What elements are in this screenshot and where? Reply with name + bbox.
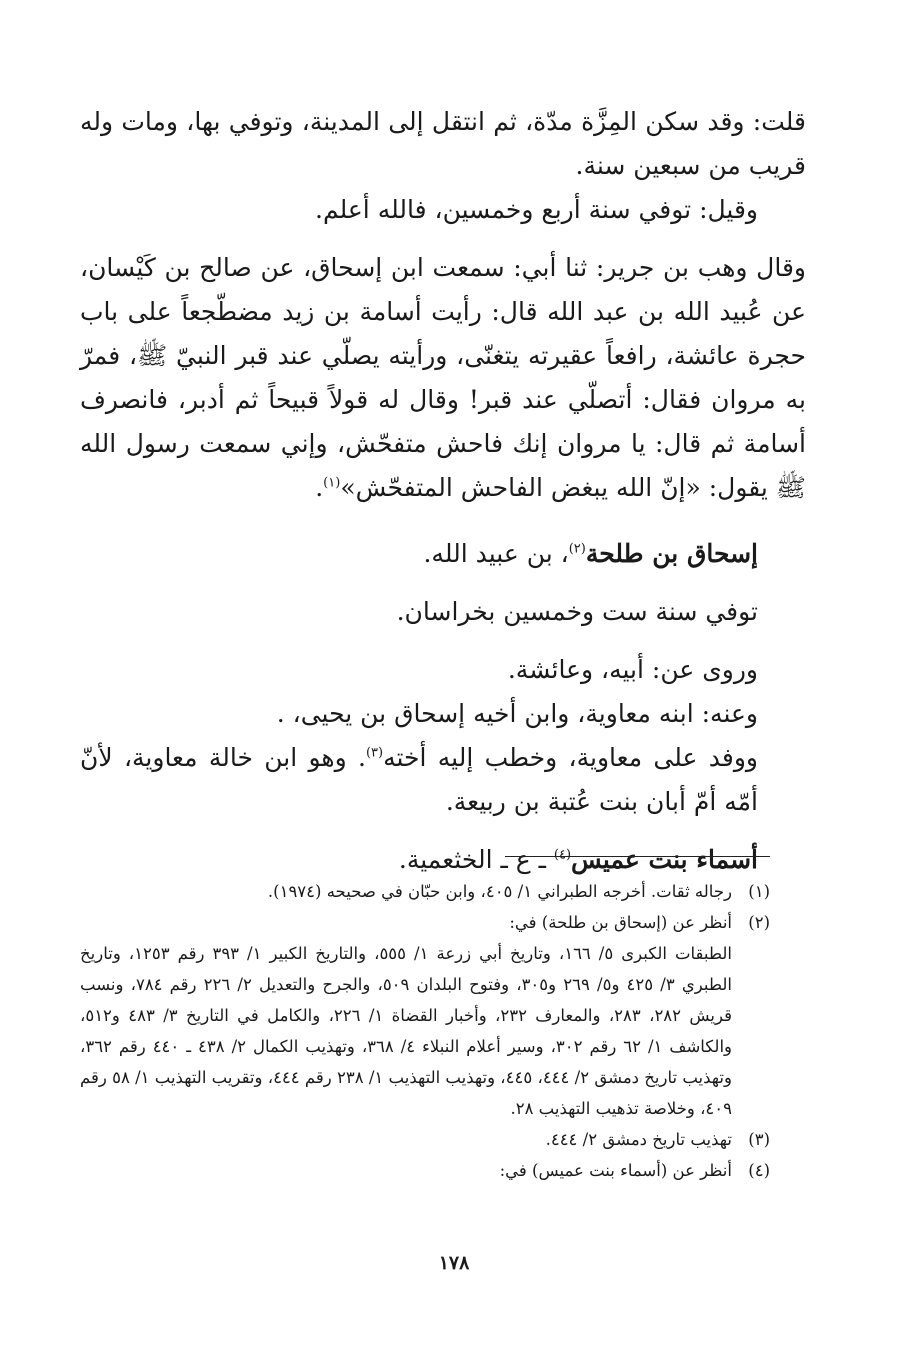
footnote-3-text: تهذيب تاريخ دمشق ٢/ ٤٤٤. bbox=[545, 1130, 732, 1149]
footnote-2 bbox=[80, 907, 770, 938]
paragraph-3 bbox=[80, 246, 806, 510]
footnote-2-number: (٢) bbox=[748, 913, 770, 932]
paragraph-2: وقيل: توفي سنة أربع وخمسين، فالله أعلم. bbox=[315, 195, 758, 224]
footnote-2-sources: الطبقات الكبرى ٥/ ١٦٦، وتاريخ أبي زرعة ١/ ٥٥٥، والتاريخ الكبير ١/ ٣٩٣ رقم ١٢٥٣، وتاريخ الطبري ٣/ ٤٢٥ و٥/ ٢٦٩ و٣٠٥، وفتوح البلدان ٥٠٩، والجرح والتعديل ٢/ ٢٢٦ رقم ٧٨٤، ونسب قريش ٢٨٢، ٢٨٣، والمعارف ٢٣٢، وأخبار القضاة ١/ ٢٢٦، والكامل في التاريخ ٣/ ٤٨٣ و٥١٢، والكاشف ١/ ٦٢ رقم ٣٠٢، وسير أعلام النبلاء ٤/ ٣٦٨، وتهذيب الكمال ٢/ ٤٣٨ ـ ٤٤٠ رقم ٣٦٢، وتهذيب تاريخ دمشق ٢/ ٤٤٤، ٤٤٥، وتهذيب التهذيب ١/ ٢٣٨ رقم ٤٤٤، وتقريب التهذيب ١/ ٥٨ رقم ٤٠٩، وخلاصة تذهيب التهذيب ٢٨. bbox=[80, 944, 733, 1118]
entry-ishaq-rest: ، بن عبيد الله. bbox=[423, 539, 569, 568]
entry-asma-name: أسماء بنت عميس bbox=[571, 845, 758, 874]
paragraph-delegation-b: . وهو ابن خالة معاوية، لأنّ أمّه أمّ أبان بنت عُتبة بن ربيعة. bbox=[80, 743, 758, 816]
footnotes bbox=[80, 876, 770, 1186]
footnote-divider bbox=[505, 856, 770, 857]
paragraph-narrated-from: وروى عن: أبيه، وعائشة. bbox=[507, 655, 758, 684]
footnote-1 bbox=[80, 876, 770, 907]
entry-ishaq-heading bbox=[80, 532, 806, 576]
page-number: ١٧٨ bbox=[438, 1252, 470, 1274]
paragraph-3-end: . bbox=[315, 473, 324, 502]
footnote-ref-2: (٢) bbox=[568, 541, 586, 557]
main-text bbox=[80, 100, 806, 882]
footnote-2-text: أنظر عن (إسحاق بن طلحة) في: bbox=[509, 913, 732, 932]
paragraph-delegation-a: ووفد على معاوية، وخطب إليه أخته bbox=[383, 743, 758, 772]
footnote-4-number: (٤) bbox=[748, 1161, 770, 1180]
footnote-ref-3: (٣) bbox=[365, 745, 384, 761]
entry-ishaq-name: إسحاق بن طلحة bbox=[585, 539, 758, 568]
paragraph-3-text: وقال وهب بن جرير: ثنا أبي: سمعت ابن إسحاق، عن صالح بن كَيْسان، عن عُبيد الله بن عبد الله قال: رأيت أسامة بن زيد مضطّجعاً على باب حجرة عائشة، رافعاً عقيرته يتغنّى، ورأيته يصلّي عند قبر النبيّ ﷺ، فمرّ به مروان فقال: أتصلّي عند قبر! وقال له قولاً قبيحاً ثم أدبر، فانصرف أسامة ثم قال: يا مروان إنك فاحش متفحّش، وإني سمعت رسول الله ﷺ يقول: «إنّ الله يبغض الفاحش المتفحّش» bbox=[80, 253, 806, 502]
footnote-3 bbox=[80, 1124, 770, 1155]
footnote-1-text: رجاله ثقات. أخرجه الطبراني ١/ ٤٠٥، وابن حبّان في صحيحه (١٩٧٤). bbox=[267, 882, 732, 901]
footnote-3-number: (٣) bbox=[748, 1130, 770, 1149]
footnote-ref-4: (٤) bbox=[553, 847, 572, 863]
paragraph-delegation bbox=[80, 736, 806, 824]
paragraph-narrated-by: وعنه: ابنه معاوية، وابن أخيه إسحاق بن يحيى، . bbox=[276, 699, 758, 728]
footnote-ref-1: (١) bbox=[323, 475, 341, 491]
footnote-4-text: أنظر عن (أسماء بنت عميس) في: bbox=[499, 1161, 732, 1180]
entry-asma-rest: ـ ع ـ الخثعمية. bbox=[398, 845, 554, 874]
paragraph-death: توفي سنة ست وخمسين بخراسان. bbox=[396, 597, 758, 626]
footnote-1-number: (١) bbox=[748, 882, 770, 901]
footnote-4 bbox=[80, 1155, 770, 1186]
paragraph-1: قلت: وقد سكن المِزَّة مدّة، ثم انتقل إلى المدينة، وتوفي بها، ومات وله قريب من سبعين سنة. bbox=[80, 107, 806, 180]
